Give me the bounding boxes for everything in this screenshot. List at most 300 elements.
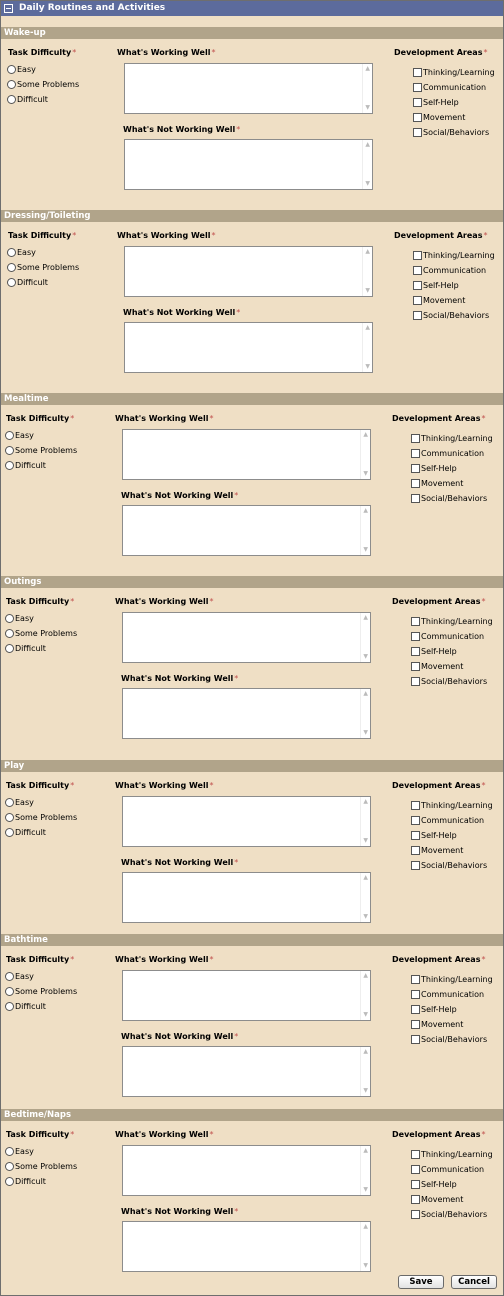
checkbox-label: Thinking/Learning: [423, 251, 495, 260]
routine-section: [1, 760, 503, 940]
radio-button[interactable]: [5, 1147, 14, 1156]
section-title: Bedtime/Naps: [4, 1110, 72, 1120]
scroll-up-icon[interactable]: ▲: [363, 1223, 368, 1230]
development-areas-label: [392, 1130, 485, 1139]
required-mark: *: [209, 597, 214, 606]
required-mark: *: [209, 414, 214, 423]
difficulty-option[interactable]: [7, 80, 79, 91]
radio-label: Difficult: [15, 828, 46, 837]
development-area-option[interactable]: [411, 677, 487, 688]
development-area-option[interactable]: [411, 449, 484, 460]
difficulty-option[interactable]: [5, 987, 77, 998]
whats-not-working-textarea[interactable]: [122, 872, 371, 923]
task-difficulty-label: [6, 781, 74, 790]
scroll-down-icon[interactable]: ▼: [363, 837, 368, 844]
development-areas-label: [394, 231, 487, 240]
required-mark: *: [70, 414, 75, 423]
development-area-option[interactable]: [413, 266, 486, 277]
required-mark: *: [234, 1207, 239, 1216]
development-areas-text: Development Areas: [394, 231, 483, 240]
checkbox[interactable]: [411, 494, 420, 503]
whats-not-working-label: [123, 308, 240, 317]
checkbox-label: Self-Help: [423, 281, 459, 290]
checkbox-label: Movement: [421, 1020, 464, 1029]
whats-working-text: What's Working Well: [115, 1130, 209, 1139]
checkbox[interactable]: [411, 1005, 420, 1014]
scroll-up-icon[interactable]: ▲: [365, 65, 370, 72]
development-area-option[interactable]: [411, 1020, 463, 1031]
scroll-up-icon[interactable]: ▲: [365, 141, 370, 148]
section-header: [1, 1109, 503, 1121]
whats-not-working-label: [121, 674, 238, 683]
radio-button[interactable]: [7, 278, 16, 287]
whats-not-working-text: What's Not Working Well: [121, 1032, 234, 1041]
section-title: Dressing/Toileting: [4, 211, 91, 221]
whats-not-working-textarea[interactable]: [122, 1221, 371, 1272]
checkbox[interactable]: [411, 617, 420, 626]
checkbox-label: Social/Behaviors: [421, 677, 488, 686]
checkbox[interactable]: [411, 1150, 420, 1159]
task-difficulty-label: [8, 231, 76, 240]
radio-label: Some Problems: [17, 263, 80, 272]
scroll-down-icon[interactable]: ▼: [363, 729, 368, 736]
section-title: Outings: [4, 577, 42, 587]
required-mark: *: [70, 781, 75, 790]
section-header: [1, 934, 503, 946]
development-area-option[interactable]: [411, 1150, 493, 1161]
difficulty-option[interactable]: [7, 95, 48, 106]
required-mark: *: [483, 231, 488, 240]
checkbox-label: Communication: [423, 266, 487, 275]
development-area-option[interactable]: [411, 861, 487, 872]
development-areas-text: Development Areas: [392, 597, 481, 606]
radio-button[interactable]: [5, 446, 14, 455]
radio-label: Some Problems: [15, 987, 78, 996]
development-area-option[interactable]: [411, 831, 457, 842]
radio-button[interactable]: [7, 80, 16, 89]
whats-not-working-label: [121, 1032, 238, 1041]
whats-not-working-text: What's Not Working Well: [123, 308, 236, 317]
development-area-option[interactable]: [411, 975, 493, 986]
development-area-option[interactable]: [411, 990, 484, 1001]
development-area-option[interactable]: [411, 1180, 457, 1191]
checkbox[interactable]: [411, 1210, 420, 1219]
radio-button[interactable]: [5, 1162, 14, 1171]
radio-label: Easy: [15, 972, 34, 981]
scroll-up-icon[interactable]: ▲: [363, 1048, 368, 1055]
checkbox-label: Self-Help: [421, 1005, 457, 1014]
checkbox-label: Self-Help: [421, 464, 457, 473]
checkbox[interactable]: [411, 846, 420, 855]
checkbox-label: Social/Behaviors: [421, 1035, 488, 1044]
development-area-option[interactable]: [411, 1195, 463, 1206]
checkbox[interactable]: [411, 816, 420, 825]
checkbox-label: Thinking/Learning: [421, 617, 493, 626]
whats-working-label: [117, 231, 215, 240]
development-areas-label: [392, 414, 485, 423]
section-header: [1, 210, 503, 222]
development-area-option[interactable]: [413, 296, 465, 307]
checkbox-label: Communication: [421, 990, 485, 999]
whats-working-text: What's Working Well: [115, 597, 209, 606]
development-areas-label: [392, 781, 485, 790]
radio-button[interactable]: [5, 828, 14, 837]
radio-button[interactable]: [5, 629, 14, 638]
routine-section: [1, 576, 503, 756]
checkbox[interactable]: [413, 311, 422, 320]
whats-not-working-textarea[interactable]: [122, 1046, 371, 1097]
checkbox-label: Self-Help: [421, 1180, 457, 1189]
task-difficulty-text: Task Difficulty: [6, 597, 70, 606]
radio-button[interactable]: [7, 248, 16, 257]
checkbox[interactable]: [411, 1020, 420, 1029]
checkbox[interactable]: [411, 464, 420, 473]
radio-button[interactable]: [5, 1002, 14, 1011]
required-mark: *: [234, 1032, 239, 1041]
checkbox-label: Thinking/Learning: [423, 68, 495, 77]
whats-working-text: What's Working Well: [115, 955, 209, 964]
difficulty-option[interactable]: [7, 248, 36, 259]
scroll-down-icon[interactable]: ▼: [365, 180, 370, 187]
required-mark: *: [209, 955, 214, 964]
checkbox[interactable]: [413, 281, 422, 290]
scroll-up-icon[interactable]: ▲: [363, 507, 368, 514]
required-mark: *: [209, 781, 214, 790]
task-difficulty-text: Task Difficulty: [8, 231, 72, 240]
development-area-option[interactable]: [413, 98, 459, 109]
radio-button[interactable]: [7, 263, 16, 272]
difficulty-option[interactable]: [5, 431, 34, 442]
checkbox[interactable]: [411, 449, 420, 458]
checkbox-label: Thinking/Learning: [421, 434, 493, 443]
whats-working-textarea[interactable]: [122, 1145, 371, 1196]
difficulty-option[interactable]: [5, 629, 77, 640]
checkbox[interactable]: [411, 1165, 420, 1174]
required-mark: *: [236, 125, 241, 134]
section-title: Mealtime: [4, 394, 49, 404]
whats-not-working-text: What's Not Working Well: [121, 491, 234, 500]
scroll-up-icon[interactable]: ▲: [365, 324, 370, 331]
radio-button[interactable]: [5, 614, 14, 623]
scroll-down-icon[interactable]: ▼: [363, 653, 368, 660]
checkbox-label: Movement: [423, 296, 466, 305]
scroll-up-icon[interactable]: ▲: [363, 798, 368, 805]
section-header: [1, 393, 503, 405]
scroll-up-icon[interactable]: ▲: [363, 431, 368, 438]
radio-label: Easy: [15, 798, 34, 807]
checkbox-label: Communication: [421, 816, 485, 825]
scroll-down-icon[interactable]: ▼: [363, 1087, 368, 1094]
development-area-option[interactable]: [413, 128, 489, 139]
scroll-down-icon[interactable]: ▼: [365, 104, 370, 111]
whats-not-working-text: What's Not Working Well: [121, 858, 234, 867]
task-difficulty-label: [6, 1130, 74, 1139]
radio-label: Difficult: [17, 278, 48, 287]
radio-label: Easy: [17, 65, 36, 74]
checkbox-label: Social/Behaviors: [423, 311, 490, 320]
radio-label: Easy: [17, 248, 36, 257]
radio-label: Some Problems: [15, 1162, 78, 1171]
radio-label: Some Problems: [17, 80, 80, 89]
difficulty-option[interactable]: [5, 614, 34, 625]
checkbox[interactable]: [413, 98, 422, 107]
task-difficulty-label: [6, 414, 74, 423]
required-mark: *: [211, 48, 216, 57]
task-difficulty-text: Task Difficulty: [6, 1130, 70, 1139]
whats-not-working-textarea[interactable]: [122, 688, 371, 739]
scroll-down-icon[interactable]: ▼: [365, 287, 370, 294]
section-header: [1, 760, 503, 772]
task-difficulty-text: Task Difficulty: [6, 955, 70, 964]
radio-button[interactable]: [5, 644, 14, 653]
whats-not-working-label: [123, 125, 240, 134]
development-areas-text: Development Areas: [394, 48, 483, 57]
difficulty-option[interactable]: [5, 446, 77, 457]
whats-not-working-label: [121, 491, 238, 500]
development-area-option[interactable]: [411, 494, 487, 505]
checkbox[interactable]: [411, 434, 420, 443]
checkbox-label: Self-Help: [421, 831, 457, 840]
section-title: Wake-up: [4, 28, 46, 38]
development-areas-text: Development Areas: [392, 414, 481, 423]
radio-label: Difficult: [15, 644, 46, 653]
section-title: Bathtime: [4, 935, 48, 945]
required-mark: *: [483, 48, 488, 57]
difficulty-option[interactable]: [5, 1147, 34, 1158]
checkbox[interactable]: [413, 113, 422, 122]
save-button[interactable]: Save: [398, 1275, 444, 1289]
whats-working-textarea[interactable]: [124, 246, 373, 297]
whats-working-textarea[interactable]: [122, 429, 371, 480]
development-area-option[interactable]: [411, 479, 463, 490]
scroll-down-icon[interactable]: ▼: [363, 1186, 368, 1193]
whats-not-working-textarea[interactable]: [124, 322, 373, 373]
radio-button[interactable]: [5, 798, 14, 807]
checkbox-label: Communication: [421, 449, 485, 458]
whats-not-working-text: What's Not Working Well: [123, 125, 236, 134]
development-area-option[interactable]: [411, 617, 493, 628]
routine-section: [1, 393, 503, 573]
checkbox[interactable]: [411, 662, 420, 671]
checkbox-label: Movement: [421, 846, 464, 855]
development-area-option[interactable]: [411, 801, 493, 812]
difficulty-option[interactable]: [5, 828, 46, 839]
checkbox-label: Social/Behaviors: [421, 861, 488, 870]
required-mark: *: [72, 48, 77, 57]
radio-button[interactable]: [5, 987, 14, 996]
development-areas-text: Development Areas: [392, 781, 481, 790]
checkbox[interactable]: [413, 83, 422, 92]
task-difficulty-label: [6, 955, 74, 964]
radio-button[interactable]: [7, 65, 16, 74]
scroll-down-icon[interactable]: ▼: [363, 470, 368, 477]
difficulty-option[interactable]: [7, 278, 48, 289]
checkbox[interactable]: [411, 647, 420, 656]
checkbox-label: Movement: [421, 1195, 464, 1204]
checkbox-label: Thinking/Learning: [421, 1150, 493, 1159]
whats-working-text: What's Working Well: [117, 48, 211, 57]
panel-header: [1, 1, 503, 16]
checkbox[interactable]: [413, 266, 422, 275]
difficulty-option[interactable]: [7, 65, 36, 76]
scroll-up-icon[interactable]: ▲: [363, 972, 368, 979]
checkbox[interactable]: [411, 479, 420, 488]
required-mark: *: [236, 308, 241, 317]
checkbox[interactable]: [411, 975, 420, 984]
checkbox-label: Thinking/Learning: [421, 975, 493, 984]
scroll-down-icon[interactable]: ▼: [363, 1011, 368, 1018]
development-area-option[interactable]: [413, 68, 495, 79]
scroll-up-icon[interactable]: ▲: [363, 1147, 368, 1154]
scroll-up-icon[interactable]: ▲: [363, 614, 368, 621]
radio-button[interactable]: [5, 1177, 14, 1186]
checkbox[interactable]: [411, 1035, 420, 1044]
whats-working-label: [115, 1130, 213, 1139]
checkbox[interactable]: [411, 1195, 420, 1204]
scroll-up-icon[interactable]: ▲: [363, 690, 368, 697]
development-area-option[interactable]: [411, 1005, 457, 1016]
checkbox-label: Communication: [421, 632, 485, 641]
section-title: Play: [4, 761, 25, 771]
development-area-option[interactable]: [411, 434, 493, 445]
cancel-button[interactable]: Cancel: [451, 1275, 497, 1289]
whats-working-label: [115, 597, 213, 606]
whats-working-textarea[interactable]: [124, 63, 373, 114]
difficulty-option[interactable]: [5, 813, 77, 824]
checkbox[interactable]: [411, 861, 420, 870]
radio-label: Easy: [15, 431, 34, 440]
checkbox-label: Self-Help: [421, 647, 457, 656]
scroll-up-icon[interactable]: ▲: [365, 248, 370, 255]
checkbox-label: Thinking/Learning: [421, 801, 493, 810]
whats-working-textarea[interactable]: [122, 612, 371, 663]
checkbox-label: Communication: [421, 1165, 485, 1174]
difficulty-option[interactable]: [5, 972, 34, 983]
difficulty-option[interactable]: [5, 1177, 46, 1188]
whats-not-working-text: What's Not Working Well: [121, 674, 234, 683]
routine-section: [1, 210, 503, 390]
required-mark: *: [70, 955, 75, 964]
checkbox-label: Movement: [421, 479, 464, 488]
checkbox-label: Movement: [421, 662, 464, 671]
checkbox[interactable]: [413, 251, 422, 260]
development-areas-text: Development Areas: [392, 1130, 481, 1139]
scroll-down-icon[interactable]: ▼: [363, 546, 368, 553]
task-difficulty-label: [6, 597, 74, 606]
whats-working-textarea[interactable]: [122, 796, 371, 847]
scroll-up-icon[interactable]: ▲: [363, 874, 368, 881]
section-header: [1, 576, 503, 588]
development-area-option[interactable]: [411, 647, 457, 658]
scroll-down-icon[interactable]: ▼: [365, 363, 370, 370]
whats-not-working-label: [121, 858, 238, 867]
task-difficulty-text: Task Difficulty: [6, 781, 70, 790]
checkbox[interactable]: [413, 296, 422, 305]
checkbox[interactable]: [411, 1180, 420, 1189]
checkbox[interactable]: [411, 801, 420, 810]
development-area-option[interactable]: [411, 464, 457, 475]
development-area-option[interactable]: [413, 311, 489, 322]
section-header: [1, 27, 503, 39]
difficulty-option[interactable]: [5, 644, 46, 655]
whats-not-working-textarea[interactable]: [124, 139, 373, 190]
development-area-option[interactable]: [413, 251, 495, 262]
checkbox-label: Social/Behaviors: [421, 494, 488, 503]
development-area-option[interactable]: [413, 113, 465, 124]
radio-label: Difficult: [15, 461, 46, 470]
checkbox[interactable]: [411, 990, 420, 999]
required-mark: *: [481, 414, 486, 423]
whats-working-textarea[interactable]: [122, 970, 371, 1021]
radio-label: Some Problems: [15, 446, 78, 455]
difficulty-option[interactable]: [5, 798, 34, 809]
required-mark: *: [234, 491, 239, 500]
checkbox-label: Communication: [423, 83, 487, 92]
development-area-option[interactable]: [411, 1035, 487, 1046]
difficulty-option[interactable]: [5, 1002, 46, 1013]
whats-working-text: What's Working Well: [117, 231, 211, 240]
development-area-option[interactable]: [411, 1210, 487, 1221]
difficulty-option[interactable]: [7, 263, 79, 274]
radio-button[interactable]: [7, 95, 16, 104]
radio-label: Some Problems: [15, 629, 78, 638]
whats-working-label: [117, 48, 215, 57]
development-area-option[interactable]: [411, 846, 463, 857]
development-area-option[interactable]: [411, 816, 484, 827]
radio-button[interactable]: [5, 972, 14, 981]
scroll-down-icon[interactable]: ▼: [363, 913, 368, 920]
checkbox[interactable]: [411, 632, 420, 641]
development-area-option[interactable]: [411, 632, 484, 643]
routine-section: [1, 934, 503, 1114]
checkbox[interactable]: [413, 128, 422, 137]
required-mark: *: [72, 231, 77, 240]
required-mark: *: [209, 1130, 214, 1139]
panel-title: Daily Routines and Activities: [19, 3, 166, 13]
development-area-option[interactable]: [413, 281, 459, 292]
whats-not-working-text: What's Not Working Well: [121, 1207, 234, 1216]
checkbox-label: Movement: [423, 113, 466, 122]
radio-label: Difficult: [15, 1177, 46, 1186]
radio-button[interactable]: [5, 461, 14, 470]
development-area-option[interactable]: [411, 662, 463, 673]
whats-working-text: What's Working Well: [115, 414, 209, 423]
difficulty-option[interactable]: [5, 461, 46, 472]
required-mark: *: [481, 1130, 486, 1139]
whats-not-working-textarea[interactable]: [122, 505, 371, 556]
required-mark: *: [481, 955, 486, 964]
checkbox-label: Self-Help: [423, 98, 459, 107]
radio-button[interactable]: [5, 813, 14, 822]
collapse-icon[interactable]: [4, 4, 13, 13]
checkbox[interactable]: [411, 831, 420, 840]
scroll-down-icon[interactable]: ▼: [363, 1262, 368, 1269]
required-mark: *: [70, 1130, 75, 1139]
checkbox-label: Social/Behaviors: [421, 1210, 488, 1219]
difficulty-option[interactable]: [5, 1162, 77, 1173]
whats-working-label: [115, 955, 213, 964]
development-area-option[interactable]: [413, 83, 486, 94]
required-mark: *: [481, 597, 486, 606]
whats-working-label: [115, 414, 213, 423]
radio-button[interactable]: [5, 431, 14, 440]
development-area-option[interactable]: [411, 1165, 484, 1176]
checkbox[interactable]: [413, 68, 422, 77]
checkbox[interactable]: [411, 677, 420, 686]
radio-label: Easy: [15, 1147, 34, 1156]
checkbox-label: Social/Behaviors: [423, 128, 490, 137]
task-difficulty-text: Task Difficulty: [6, 414, 70, 423]
